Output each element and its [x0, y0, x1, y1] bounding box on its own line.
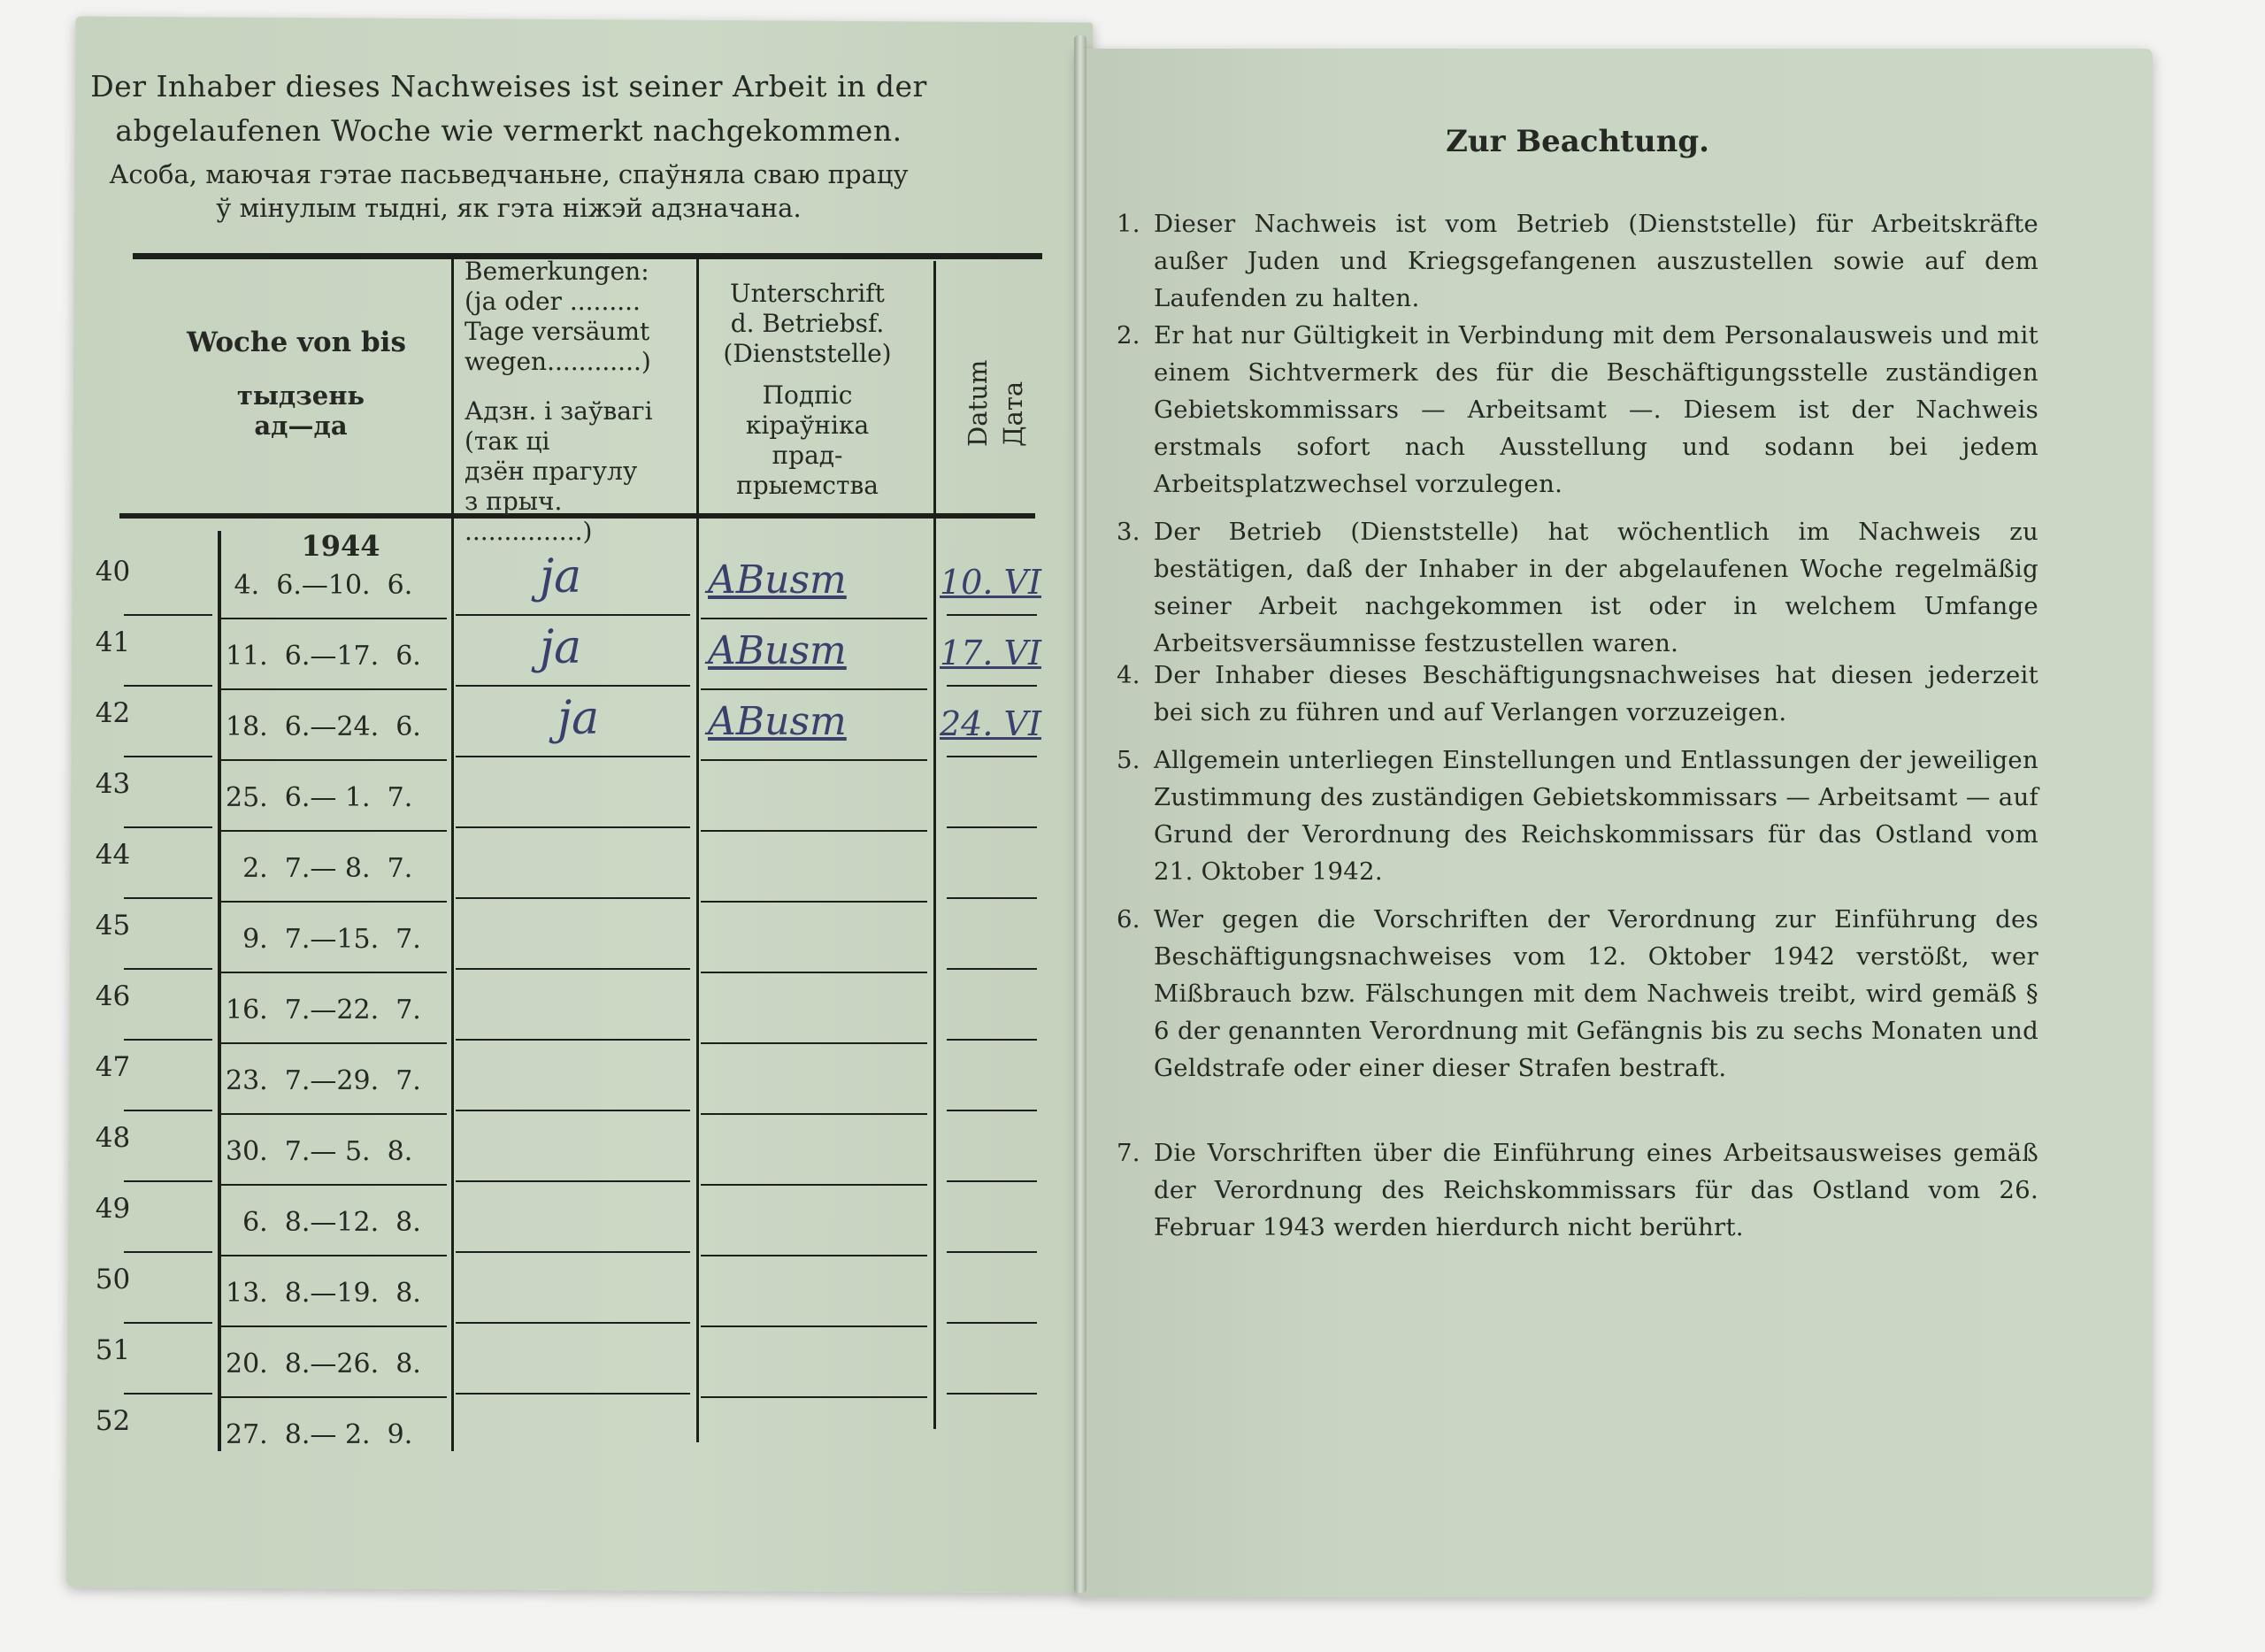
notice-item-text: Allgemein unterliegen Einstellungen und Entlassungen der jeweiligen Zustimmung des zuständigen Gebietskommissars — Arbeitsamt — auf Grund der Verordnung des Reichskommissars für das Ostland vom 21. Oktober 1942. — [1154, 746, 2038, 886]
col-sign-be-line: кіраўніка — [745, 411, 870, 440]
table-row-separator — [701, 830, 927, 832]
table-row-separator — [456, 1110, 690, 1111]
table-row-separator — [947, 826, 1037, 828]
table-row-separator — [124, 897, 212, 899]
week-header-be-1: тыдзень — [236, 380, 365, 411]
table-row-separator — [221, 830, 447, 832]
column-header-signature-belarusian — [708, 380, 907, 501]
column-header-remarks — [465, 257, 695, 377]
notice-item-number: 2. — [1117, 321, 1140, 350]
col-remarks-de-line: Bemerkungen: — [465, 257, 649, 286]
table-row-separator — [124, 1110, 212, 1111]
notice-item-text: Der Betrieb (Dienststelle) hat wöchentlich im Nachweis zu bestätigen, daß der Inhaber in der abgelaufenen Woche regelmäßig seiner Arbeit nachgekommen ist oder in welchem Umfange Arbeitsversäumnisse festzustellen waren. — [1154, 518, 2038, 657]
col-remarks-be-line: (так ці — [465, 426, 550, 456]
table-row-separator — [947, 614, 1037, 616]
table-row-separator — [221, 1184, 447, 1186]
table-row-separator — [221, 901, 447, 903]
header-german-line-2: abgelaufenen Woche wie vermerkt nachgekommen. — [115, 113, 902, 148]
table-row-date-range: 27. 8.— 2. 9. — [226, 1419, 413, 1450]
table-row-separator — [124, 1039, 212, 1041]
handwritten-signature: ABusm — [708, 557, 847, 603]
table-row-date-range: 16. 7.—22. 7. — [226, 995, 421, 1026]
column-divider-week — [218, 531, 221, 1451]
table-row-date-range: 25. 6.— 1. 7. — [226, 782, 413, 813]
notice-item — [1117, 1134, 2038, 1246]
table-row-date-range: 9. 7.—15. 7. — [226, 924, 421, 955]
table-row-date-range: 23. 7.—29. 7. — [226, 1065, 421, 1096]
notice-item — [1117, 205, 2038, 317]
table-row-date-range: 30. 7.— 5. 8. — [226, 1136, 413, 1167]
table-row-separator — [701, 688, 927, 690]
table-row-separator — [456, 1251, 690, 1253]
col-remarks-be-line: Адзн. і заўвагі — [465, 396, 653, 426]
table-row-separator — [701, 1042, 927, 1044]
table-row-separator — [221, 759, 447, 761]
table-row-week-number: 42 — [95, 697, 131, 729]
table-row-separator — [947, 968, 1037, 970]
col-sign-de-line: Unterschrift — [730, 279, 885, 308]
table-row-separator — [701, 1113, 927, 1115]
table-row-separator — [124, 1251, 212, 1253]
table-row-date-range: 2. 7.— 8. 7. — [226, 853, 413, 884]
table-row-separator — [221, 618, 447, 619]
table-row-week-number: 50 — [95, 1264, 131, 1295]
column-header-remarks-belarusian — [465, 396, 695, 547]
table-row-separator — [124, 826, 212, 828]
notice-item — [1117, 741, 2038, 890]
col-sign-be-line: прыемства — [736, 471, 879, 500]
table-row-week-number: 44 — [95, 839, 131, 871]
notice-item-text: Er hat nur Gültigkeit in Verbindung mit dem Personalausweis und mit einem Sichtvermerk des für die Beschäftigungsstelle zuständigen Gebietskommissars — Arbeitsamt —. Diesem ist der Nachweis erstmals sofort nach Ausstellung und sodann bei jedem Arbeitsplatzwechsel vorzulegen. — [1154, 321, 2038, 498]
table-row-separator — [947, 1110, 1037, 1111]
date-header-be: Дата — [998, 380, 1028, 447]
table-row-separator — [947, 1393, 1037, 1395]
table-row-separator — [947, 1039, 1037, 1041]
table-row-separator — [221, 1042, 447, 1044]
notice-item — [1117, 657, 2038, 731]
handwritten-signature: ABusm — [708, 699, 847, 744]
table-row-separator — [456, 685, 690, 687]
table-row-separator — [701, 1184, 927, 1186]
table-row-separator — [947, 685, 1037, 687]
table-row-separator — [221, 688, 447, 690]
handwritten-remark: ja — [557, 692, 600, 745]
col-remarks-de-line: wegen............) — [465, 347, 651, 376]
col-sign-de-line: d. Betriebsf. — [730, 309, 885, 338]
table-row-week-number: 52 — [95, 1405, 131, 1437]
table-row-week-number: 49 — [95, 1193, 131, 1225]
col-remarks-be-line: дзён прагулу — [465, 457, 638, 486]
handwritten-remark: ja — [540, 621, 582, 674]
notice-item-number: 6. — [1117, 905, 1140, 934]
table-row-separator — [221, 1325, 447, 1327]
table-row-separator — [124, 756, 212, 757]
header-german-line-1: Der Inhaber dieses Nachweises ist seiner Arbeit in der — [90, 69, 927, 104]
table-row-date-range: 18. 6.—24. 6. — [226, 711, 421, 742]
header-belarusian-line-1: Асоба, маючая гэтае пасьведчаньне, спаўняла сваю працу — [109, 159, 909, 189]
table-row-week-number: 46 — [95, 980, 131, 1012]
table-row-week-number: 41 — [95, 626, 131, 658]
table-row-date-range: 4. 6.—10. 6. — [226, 570, 413, 601]
table-row-date-range: 20. 8.—26. 8. — [226, 1348, 421, 1379]
notice-item-number: 7. — [1117, 1139, 1140, 1167]
col-remarks-be-line: з прыч. ...............) — [465, 487, 593, 546]
table-row-separator — [456, 1039, 690, 1041]
notice-item-number: 4. — [1117, 661, 1140, 689]
week-header-be-2: ад—да — [254, 411, 348, 441]
table-row-separator — [701, 1396, 927, 1398]
column-header-date — [960, 243, 1031, 447]
table-row-separator — [701, 1255, 927, 1256]
table-row-separator — [701, 972, 927, 973]
column-header-signature — [708, 279, 907, 369]
table-row-separator — [947, 1251, 1037, 1253]
header-belarusian-line-2: ў мінулым тыдні, як гэта ніжэй адзначана. — [216, 193, 802, 223]
column-header-week: Woche von bis — [187, 327, 406, 358]
table-row-week-number: 45 — [95, 910, 131, 941]
table-row-separator — [124, 685, 212, 687]
notice-item-text: Der Inhaber dieses Beschäftigungsnachweises hat diesen jederzeit bei sich zu führen und auf Verlangen vorzuzeigen. — [1154, 661, 2038, 726]
table-row-separator — [456, 1393, 690, 1395]
table-row-separator — [124, 968, 212, 970]
notice-item-number: 5. — [1117, 746, 1140, 774]
table-row-separator — [701, 618, 927, 619]
table-row-separator — [701, 1325, 927, 1327]
notice-item-text: Wer gegen die Vorschriften der Verordnung zur Einführung des Beschäftigungsnachweises vom 12. Oktober 1942 verstößt, wer Mißbrauch bzw. Fälschungen mit dem Nachweis treibt, wird gemäß § 6 der genannten Verordnung mit Gefängnis bis zu sechs Monaten und Geldstrafe oder einer dieser Strafen bestraft. — [1154, 905, 2038, 1082]
table-row-date-range: 11. 6.—17. 6. — [226, 641, 421, 672]
table-row-separator — [221, 1255, 447, 1256]
table-row-separator — [701, 901, 927, 903]
col-remarks-de-line: Tage versäumt — [465, 317, 650, 346]
table-row-separator — [456, 756, 690, 757]
table-row-separator — [947, 897, 1037, 899]
notice-title: Zur Beachtung. — [1446, 124, 1709, 159]
col-sign-de-line: (Dienststelle) — [723, 339, 892, 368]
notice-item-number: 1. — [1117, 210, 1140, 238]
col-sign-be-line: прад- — [772, 441, 843, 470]
handwritten-date: 24. VI — [940, 704, 1041, 743]
notice-item-number: 3. — [1117, 518, 1140, 546]
table-row-separator — [221, 972, 447, 973]
notice-item — [1117, 901, 2038, 1087]
table-row-week-number: 47 — [95, 1051, 131, 1083]
handwritten-date: 17. VI — [940, 634, 1041, 672]
table-year: 1944 — [301, 529, 380, 563]
booklet-spine — [1074, 35, 1086, 1593]
table-row-separator — [124, 1393, 212, 1395]
notice-item-text: Dieser Nachweis ist vom Betrieb (Dienststelle) für Arbeitskräfte außer Juden und Kriegsgefangenen auszustellen sowie auf dem Laufenden zu halten. — [1154, 210, 2038, 312]
notice-item — [1117, 317, 2038, 503]
table-row-week-number: 51 — [95, 1334, 131, 1366]
column-divider-remarks — [696, 257, 699, 1442]
notice-item — [1117, 513, 2038, 662]
column-divider-signature — [933, 261, 936, 1429]
col-remarks-de-line: (ja oder ......... — [465, 287, 641, 316]
table-row-separator — [701, 759, 927, 761]
table-row-separator — [456, 968, 690, 970]
table-row-separator — [456, 1180, 690, 1182]
table-row-week-number: 43 — [95, 768, 131, 800]
table-row-separator — [124, 1180, 212, 1182]
table-row-date-range: 6. 8.—12. 8. — [226, 1207, 421, 1238]
handwritten-signature: ABusm — [708, 628, 847, 673]
table-row-separator — [456, 826, 690, 828]
table-row-separator — [124, 1322, 212, 1324]
table-row-separator — [947, 756, 1037, 757]
column-header-week-belarusian — [203, 380, 398, 441]
table-row-separator — [124, 614, 212, 616]
table-row-week-number: 40 — [95, 556, 131, 588]
table-row-separator — [221, 1113, 447, 1115]
handwritten-date: 10. VI — [940, 563, 1041, 602]
handwritten-remark: ja — [540, 550, 582, 603]
table-row-week-number: 48 — [95, 1122, 131, 1154]
table-row-separator — [947, 1322, 1037, 1324]
table-row-date-range: 13. 8.—19. 8. — [226, 1278, 421, 1309]
table-row-separator — [221, 1396, 447, 1398]
table-row-separator — [456, 897, 690, 899]
date-header-de: Datum — [963, 359, 993, 447]
table-row-separator — [456, 1322, 690, 1324]
notice-item-text: Die Vorschriften über die Einführung eines Arbeitsausweises gemäß der Verordnung des Reichskommissars für das Ostland vom 26. Februar 1943 werden hierdurch nicht berührt. — [1154, 1139, 2038, 1241]
table-row-separator — [947, 1180, 1037, 1182]
col-sign-be-line: Подпіс — [762, 380, 853, 410]
table-row-separator — [456, 614, 690, 616]
